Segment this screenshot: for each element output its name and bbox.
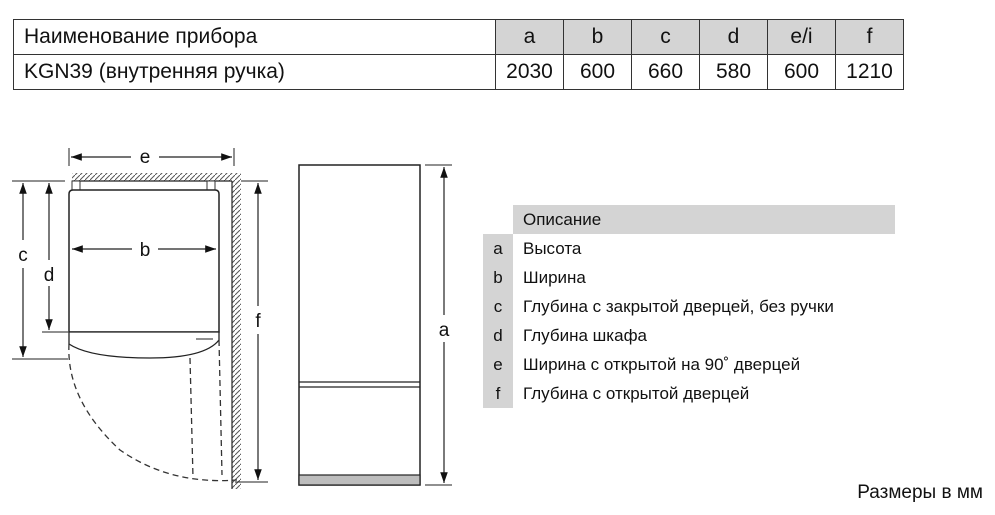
spec-value-b: 600 [564,55,632,90]
legend-row [483,263,895,292]
dim-label-a: a [438,320,450,341]
spec-header-col-c: c [632,20,700,55]
spec-value-f: 1210 [836,55,904,90]
legend-key: d [483,321,513,350]
spec-header-col-d: d [700,20,768,55]
legend-row [483,321,895,350]
door-swing-arcs [69,340,237,481]
dim-label-e: e [139,147,151,168]
fridge-front-view [299,165,420,485]
dim-label-c: c [18,245,28,266]
dimension-a [425,165,452,485]
spec-header-col-a: a [496,20,564,55]
legend-text: Глубина шкафа [523,325,648,345]
legend-header-key [483,205,513,234]
legend-row [483,234,895,263]
units-note: Размеры в мм [857,482,983,503]
spec-value-d: 580 [700,55,768,90]
spec-table [13,19,904,90]
legend-key: f [483,379,513,408]
legend-text: Высота [523,238,582,258]
spec-header-col-b: b [564,20,632,55]
spec-data-row [14,55,904,90]
spec-model-name: KGN39 (внутренняя ручка) [14,55,496,90]
dim-label-d: d [43,265,55,286]
legend-text: Глубина с открытой дверцей [523,383,750,403]
legend-key: c [483,292,513,321]
spec-header-row [14,20,904,55]
spec-value-a: 2030 [496,55,564,90]
legend-key: b [483,263,513,292]
legend-text: Глубина с закрытой дверцей, без ручки [523,296,834,316]
dimension-e [69,147,234,168]
dim-label-b: b [139,240,151,261]
legend-row [483,292,895,321]
legend-row [483,350,895,379]
spec-header-name: Наименование прибора [14,20,496,55]
spec-value-c: 660 [632,55,700,90]
dimension-diagram [0,130,480,490]
legend-row [483,379,895,408]
legend-text: Ширина [523,267,586,287]
dimension-d [42,183,68,332]
spec-value-ei: 600 [768,55,836,90]
legend-title: Описание [513,205,895,234]
legend-key: e [483,350,513,379]
legend-table [483,205,895,408]
spec-header-col-ei: e/i [768,20,836,55]
legend-text: Ширина с открытой на 90˚ дверцей [523,354,801,374]
fridge-top-view [69,181,219,358]
spec-header-col-f: f [836,20,904,55]
dim-label-f: f [255,311,261,332]
legend-key: a [483,234,513,263]
legend-header-row [483,205,895,234]
